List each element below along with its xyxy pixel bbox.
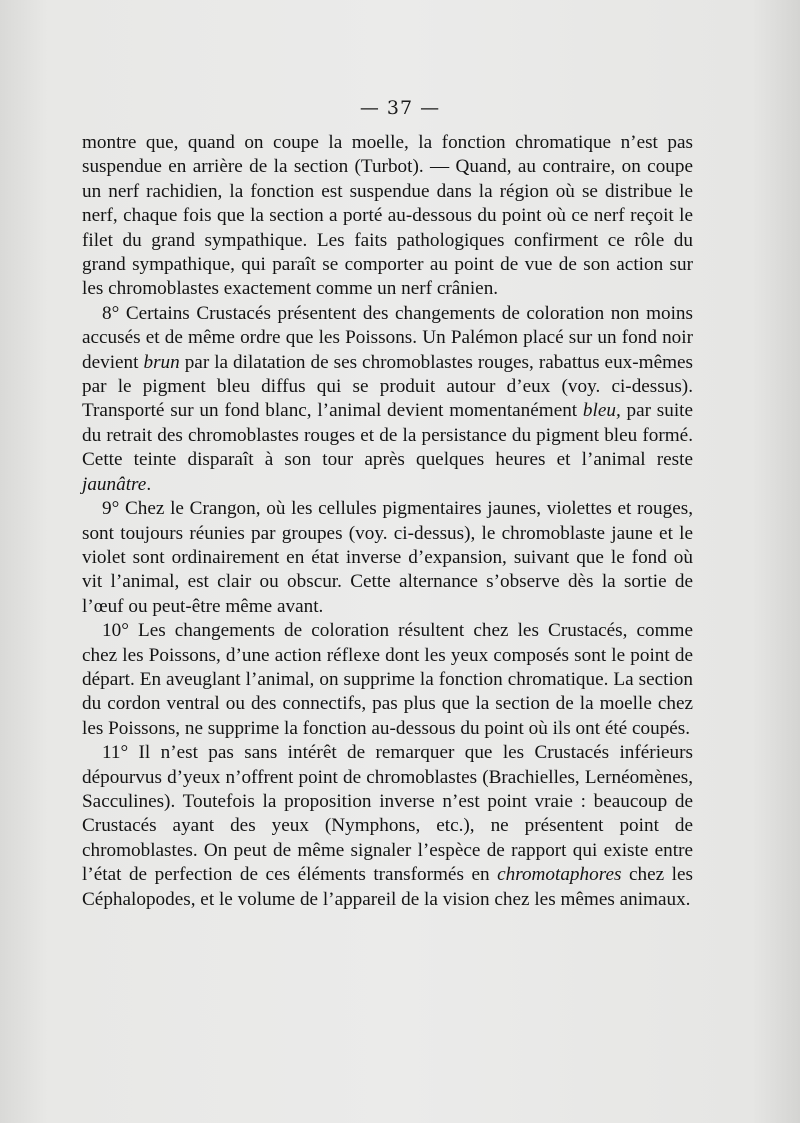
text-segment: 10° Les changements de coloration résultent chez les Crustacés, comme chez les Poissons, d’une action réflexe dont les yeux composés sont le point de départ. En aveuglant l’animal, on supprime la fonction chromatique. La section du cordon ventral ou des connectifs, pas plus que la section de la moelle chez les Poissons, ne supprime la fonction au-dessous du point où ils ont été coupés.: [82, 620, 693, 739]
paragraph: [82, 497, 693, 619]
italic-text-segment: jaunâtre: [82, 473, 147, 495]
page-number: — 37 —: [359, 97, 441, 119]
text-segment: montre que, quand on coupe la moelle, la fonction chromatique n’est pas suspendue en arrière de la section (Turbot). — Quand, au contraire, on coupe un nerf rachidien, la fonction est suspendue dans la région où se distribue le nerf, chaque fois que la section a porté au-dessous du point où ce nerf reçoit le filet du grand sympathique. Les faits pathologiques confirment ce rôle du grand sympathique, qui paraît se comporter au point de vue de son action sur les chromoblastes exactement comme un nerf crânien.: [82, 132, 693, 300]
paragraph: [82, 131, 693, 302]
paragraph: [82, 619, 693, 741]
italic-text-segment: chromotaphores: [497, 864, 622, 886]
text-segment: par la dilatation de ses chromoblastes rouges, rabattus eux-mêmes par le pigment bleu diffus qui se produit autour d’eux (voy. ci-dessus). Transporté sur un fond blanc, l’animal devient momentanément: [82, 351, 693, 422]
text-segment: .: [146, 473, 152, 495]
paragraph: [82, 741, 693, 912]
text-segment: chez les Céphalopodes, et le volume de l’appareil de la vision chez les mêmes animaux.: [82, 864, 693, 910]
text-segment: 11° Il n’est pas sans intérêt de remarquer que les Crustacés inférieurs dépourvus d’yeux n’offrent point de chromoblastes (Brachielles, Lernéomènes, Sacculines). Toutefois la proposition inverse n’est point vraie : beaucoup de Crustacés ayant des yeux (Nymphons, etc.), ne présentent point de chromoblastes. On peut de même signaler l’espèce de rapport qui existe entre l’état de perfection de ces éléments transformés en: [82, 742, 693, 886]
paragraph: [82, 302, 693, 497]
italic-text-segment: bleu,: [582, 400, 621, 422]
italic-text-segment: brun: [143, 351, 180, 373]
body-text: [82, 131, 693, 912]
text-segment: 9° Chez le Crangon, où les cellules pigmentaires jaunes, violettes et rouges, sont toujours réunies par groupes (voy. ci-dessus), le chromoblaste jaune et le violet sont ordinairement en état inverse d’expansion, suivant que le fond où vit l’animal, est clair ou obscur. Cette alternance s’observe dès la sortie de l’œuf ou peut-être même avant.: [82, 498, 693, 617]
text-segment: 8° Certains Crustacés présentent des changements de coloration non moins accusés et de même ordre que les Poissons. Un Palémon placé sur un fond noir devient: [82, 302, 693, 373]
text-segment: par suite du retrait des chromoblastes rouges et de la persistance du pigment bleu formé. Cette teinte disparaît à son tour après quelques heures et l’animal reste: [82, 400, 693, 471]
